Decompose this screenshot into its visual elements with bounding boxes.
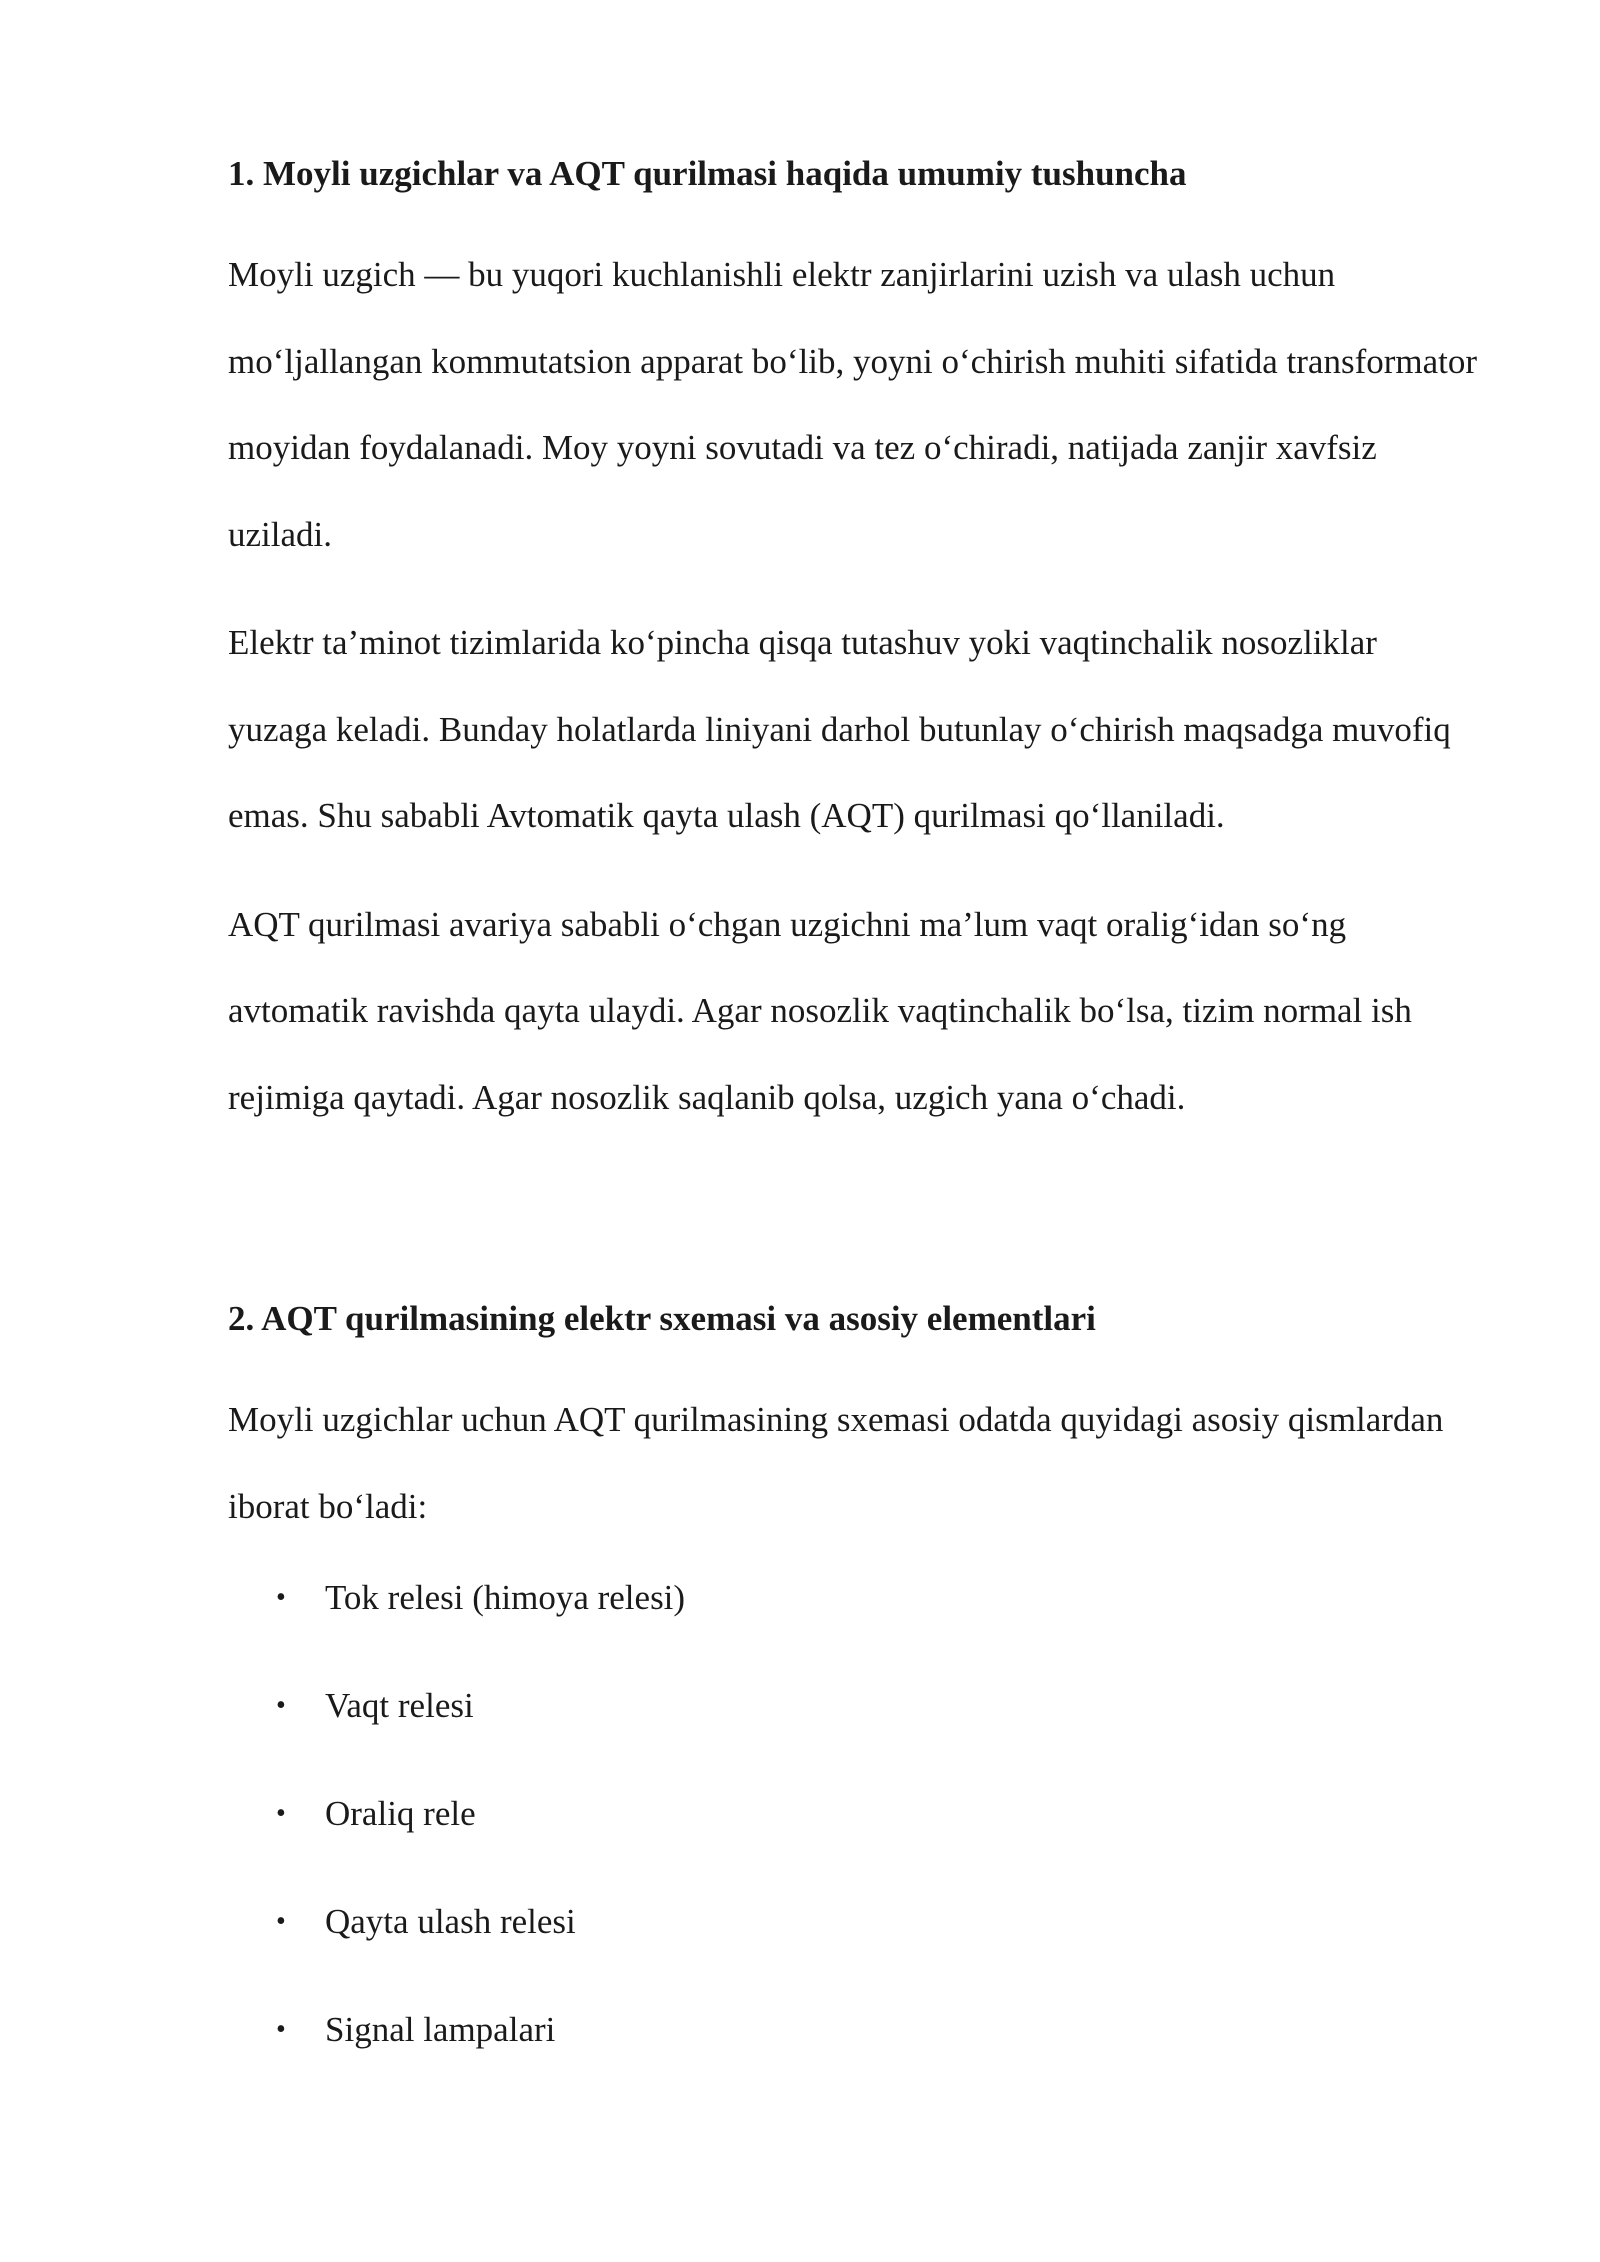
- section-2-paragraph-1: Moyli uzgichlar uchun AQT qurilmasining sxemasi odatda quyidagi asosiy qismlardan iborat bo‘ladi:: [228, 1400, 1444, 1526]
- list-item-text: Tok relesi (himoya relesi): [325, 1578, 686, 1617]
- bullet-icon: •: [276, 2014, 286, 2045]
- list-item-text: Qayta ulash relesi: [325, 1902, 576, 1941]
- list-item: [228, 1788, 1478, 1840]
- list-item: [228, 1572, 1478, 1624]
- list-item-text: Signal lampalari: [325, 2010, 556, 2049]
- elements-list: [228, 1572, 1478, 2056]
- list-item: [228, 2004, 1478, 2056]
- bullet-icon: •: [276, 1906, 286, 1937]
- document-content: [228, 148, 1478, 2112]
- bullet-icon: •: [276, 1582, 286, 1613]
- section-1-paragraph-1: Moyli uzgich — bu yuqori kuchlanishli elektr zanjirlarini uzish va ulash uchun mo‘ljallangan kommutatsion apparat bo‘lib, yoyni o‘chirish muhiti sifatida transformator moyidan foydalanadi. Moy yoyni sovutadi va tez o‘chiradi, natijada zanjir xavfsiz uziladi.: [228, 255, 1478, 554]
- list-item: [228, 1896, 1478, 1948]
- list-item: [228, 1680, 1478, 1732]
- section-2-heading: 2. AQT qurilmasining elektr sxemasi va asosiy elementlari: [228, 1299, 1096, 1338]
- section-1-paragraph-3: AQT qurilmasi avariya sababli o‘chgan uzgichni ma’lum vaqt oralig‘idan so‘ng avtomatik ravishda qayta ulaydi. Agar nosozlik vaqtinchalik bo‘lsa, tizim normal ish rejimiga qaytadi. Agar nosozlik saqlanib qolsa, uzgich yana o‘chadi.: [228, 904, 1412, 1117]
- list-item-text: Oraliq rele: [325, 1794, 476, 1833]
- section-spacer: [228, 1163, 1478, 1293]
- bullet-icon: •: [276, 1690, 286, 1721]
- list-item-text: Vaqt relesi: [325, 1686, 474, 1725]
- section-1-heading: 1. Moyli uzgichlar va AQT qurilmasi haqida umumiy tushuncha: [228, 154, 1187, 193]
- section-1-paragraph-2: Elektr ta’minot tizimlarida ko‘pincha qisqa tutashuv yoki vaqtinchalik nosozliklar yuzaga keladi. Bunday holatlarda liniyani darhol butunlay o‘chirish maqsadga muvofiq emas. Shu sababli Avtomatik qayta ulash (AQT) qurilmasi qo‘llaniladi.: [228, 623, 1451, 835]
- bullet-icon: •: [276, 1798, 286, 1829]
